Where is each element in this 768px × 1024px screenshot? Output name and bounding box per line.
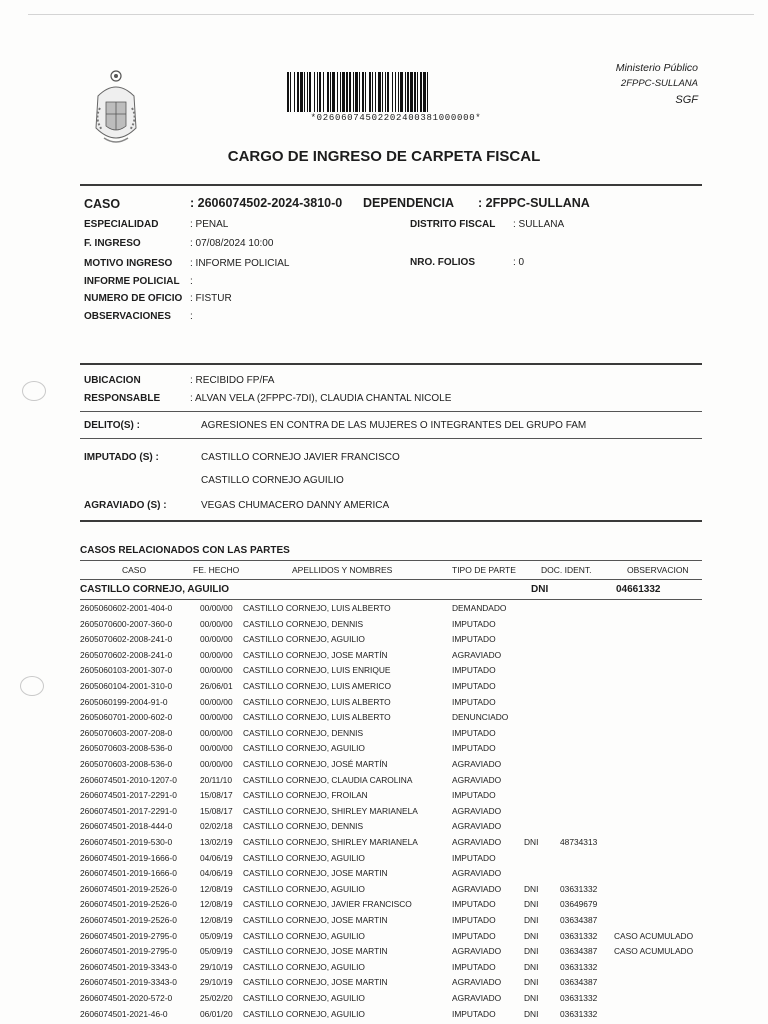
barcode-bar xyxy=(410,72,413,112)
barcode-bar xyxy=(327,72,329,112)
party-name-cell: CASTILLO CORNEJO, AGUILIO xyxy=(243,961,365,972)
punch-hole xyxy=(20,676,44,696)
barcode-bar xyxy=(414,72,416,112)
fact-date-cell: 26/06/01 xyxy=(200,681,233,691)
barcode-bar xyxy=(342,72,345,112)
case-number-cell: 2606074501-2019-2526-0 xyxy=(80,883,177,894)
barcode-bar xyxy=(330,72,331,112)
table-row xyxy=(80,619,702,635)
barcode-bar xyxy=(387,72,389,112)
case-number-cell: 2606074501-2019-1666-0 xyxy=(80,852,177,863)
party-name-cell: CASTILLO CORNEJO, AGUILIO xyxy=(243,883,365,894)
column-header-nombres: APELLIDOS Y NOMBRES xyxy=(292,565,393,575)
coat-of-arms-seal xyxy=(92,68,144,150)
imputado-label: IMPUTADO (S) : xyxy=(84,452,159,463)
ingreso-label: F. INGRESO xyxy=(84,238,141,249)
doc-type-cell: DNI xyxy=(524,961,539,972)
party-name-cell: CASTILLO CORNEJO, DENNIS xyxy=(243,821,364,832)
caso-value: : 2606074502-2024-3810-0 xyxy=(190,196,343,210)
barcode-bar xyxy=(340,72,341,112)
folios-value: : 0 xyxy=(513,257,525,268)
informe-label: INFORME POLICIAL xyxy=(84,276,180,287)
caso-label: CASO xyxy=(84,197,121,211)
barcode-bar xyxy=(346,72,348,112)
barcode-bar xyxy=(407,72,409,112)
delito-label: DELITO(S) : xyxy=(84,420,140,431)
fact-date-cell: 02/02/18 xyxy=(200,821,233,832)
party-type-cell: AGRAVIADO xyxy=(452,805,502,816)
fact-date-cell: 00/00/00 xyxy=(200,634,233,645)
dependencia-label: DEPENDENCIA xyxy=(363,196,454,210)
fact-date-cell: 00/00/00 xyxy=(200,618,233,629)
party-name-cell: CASTILLO CORNEJO, LUIS ALBERTO xyxy=(243,696,391,707)
party-name-cell: CASTILLO CORNEJO, JOSE MARTIN xyxy=(243,868,388,879)
table-row xyxy=(80,946,702,962)
case-number-cell: 2606074501-2019-2526-0 xyxy=(80,915,177,925)
fact-date-cell: 04/06/19 xyxy=(200,868,233,879)
barcode-bar xyxy=(382,72,383,112)
fact-date-cell: 13/02/19 xyxy=(200,837,233,847)
observation-cell: CASO ACUMULADO xyxy=(614,930,694,941)
doc-type-cell: DNI xyxy=(524,837,539,847)
barcode-bar xyxy=(375,72,376,112)
party-type-cell: AGRAVIADO xyxy=(452,821,502,832)
party-type-cell: AGRAVIADO xyxy=(452,774,502,785)
party-type-cell: AGRAVIADO xyxy=(452,946,502,957)
doc-type-cell: DNI xyxy=(524,899,539,910)
especialidad-value: : PENAL xyxy=(190,219,229,230)
party-type-cell: IMPUTADO xyxy=(452,681,496,691)
fact-date-cell: 15/08/17 xyxy=(200,805,233,816)
case-number-cell: 2605060701-2000-602-0 xyxy=(80,712,173,723)
barcode-bar xyxy=(323,72,324,112)
doc-number-cell: 03649679 xyxy=(560,899,598,910)
barcode-bar xyxy=(395,72,396,112)
party-type-cell: IMPUTADO xyxy=(452,930,496,941)
divider xyxy=(80,363,702,365)
case-number-cell: 2605070600-2007-360-0 xyxy=(80,618,173,629)
fact-date-cell: 25/02/20 xyxy=(200,993,233,1003)
divider xyxy=(80,184,702,186)
party-type-cell: DENUNCIADO xyxy=(452,712,509,723)
party-group-doc: DNI xyxy=(531,584,549,595)
fact-date-cell: 00/00/00 xyxy=(200,712,233,723)
party-name-cell: CASTILLO CORNEJO, DENNIS xyxy=(243,618,364,629)
party-name-cell: CASTILLO CORNEJO, CLAUDIA CAROLINA xyxy=(243,774,413,785)
divider xyxy=(80,438,702,439)
fact-date-cell: 20/11/10 xyxy=(200,774,232,785)
table-row xyxy=(80,665,702,681)
party-name-cell: CASTILLO CORNEJO, SHIRLEY MARIANELA xyxy=(243,837,418,847)
case-number-cell: 2606074501-2018-444-0 xyxy=(80,821,173,832)
party-name-cell: CASTILLO CORNEJO, AGUILIO xyxy=(243,1008,365,1019)
party-type-cell: IMPUTADO xyxy=(452,618,496,629)
table-rule xyxy=(80,599,702,600)
party-name-cell: CASTILLO CORNEJO, AGUILIO xyxy=(243,993,365,1003)
fact-date-cell: 00/00/00 xyxy=(200,727,233,738)
party-type-cell: AGRAVIADO xyxy=(452,837,502,847)
party-type-cell: AGRAVIADO xyxy=(452,759,502,769)
divider xyxy=(80,520,702,522)
fact-date-cell: 00/00/00 xyxy=(200,665,233,676)
distrito-value: : SULLANA xyxy=(513,219,565,230)
barcode-bar xyxy=(332,72,335,112)
party-group-name: CASTILLO CORNEJO, AGUILIO xyxy=(80,584,230,595)
doc-number-cell: 03631332 xyxy=(560,930,598,941)
barcode-bar xyxy=(420,72,422,112)
case-number-cell: 2605070603-2008-536-0 xyxy=(80,759,173,769)
party-type-cell: AGRAVIADO xyxy=(452,977,502,988)
table-row xyxy=(80,650,702,666)
table-row xyxy=(80,993,702,1009)
table-row xyxy=(80,806,702,822)
doc-number-cell: 03631332 xyxy=(560,993,598,1003)
fact-date-cell: 05/09/19 xyxy=(200,946,233,957)
party-type-cell: IMPUTADO xyxy=(452,1008,496,1019)
table-row xyxy=(80,915,702,931)
party-type-cell: IMPUTADO xyxy=(452,634,496,645)
scan-edge-line xyxy=(28,14,754,15)
fact-date-cell: 12/08/19 xyxy=(200,915,233,925)
table-row xyxy=(80,634,702,650)
doc-type-cell: DNI xyxy=(524,915,539,925)
party-type-cell: AGRAVIADO xyxy=(452,993,502,1003)
office-name: 2FPPC-SULLANA xyxy=(620,78,698,89)
party-name-cell: CASTILLO CORNEJO, DENNIS xyxy=(243,727,364,738)
party-name-cell: CASTILLO CORNEJO, LUIS AMERICO xyxy=(243,681,391,691)
case-number-cell: 2606074501-2021-46-0 xyxy=(80,1008,168,1019)
barcode-bar xyxy=(427,72,428,112)
barcode-bar xyxy=(398,72,399,112)
fact-date-cell: 00/00/00 xyxy=(200,603,233,613)
doc-type-cell: DNI xyxy=(524,883,539,894)
barcode-bar xyxy=(290,72,291,112)
case-number-cell: 2605070602-2008-241-0 xyxy=(80,634,173,645)
table-row xyxy=(80,868,702,884)
imputado-name: CASTILLO CORNEJO JAVIER FRANCISCO xyxy=(201,452,400,463)
doc-type-cell: DNI xyxy=(524,930,539,941)
table-row xyxy=(80,603,702,619)
fact-date-cell: 15/08/17 xyxy=(200,790,233,801)
observation-cell: CASO ACUMULADO xyxy=(614,946,694,957)
case-number-cell: 2606074501-2019-3343-0 xyxy=(80,961,177,972)
doc-type-cell: DNI xyxy=(524,1008,539,1019)
party-type-cell: IMPUTADO xyxy=(452,743,496,754)
barcode-bar xyxy=(372,72,373,112)
case-number-cell: 2605070602-2008-241-0 xyxy=(80,649,173,660)
doc-number-cell: 48734313 xyxy=(560,837,598,847)
barcode-bar xyxy=(355,72,358,112)
related-cases-title: CASOS RELACIONADOS CON LAS PARTES xyxy=(80,545,290,556)
doc-number-cell: 03634387 xyxy=(560,977,598,988)
party-type-cell: IMPUTADO xyxy=(452,961,496,972)
folios-label: NRO. FOLIOS xyxy=(410,257,475,268)
party-type-cell: AGRAVIADO xyxy=(452,649,502,660)
responsable-label: RESPONSABLE xyxy=(84,393,161,404)
doc-type-cell: DNI xyxy=(524,993,539,1003)
barcode-bar xyxy=(300,72,303,112)
barcode xyxy=(287,72,505,112)
barcode-number: *02606074502202400381000000* xyxy=(310,113,482,123)
barcode-bar xyxy=(287,72,289,112)
party-type-cell: IMPUTADO xyxy=(452,696,496,707)
barcode-bar xyxy=(297,72,299,112)
ministry-header xyxy=(616,60,698,108)
observaciones-label: OBSERVACIONES xyxy=(84,311,171,322)
party-type-cell: IMPUTADO xyxy=(452,665,496,676)
table-row xyxy=(80,712,702,728)
barcode-bar xyxy=(378,72,381,112)
barcode-bar xyxy=(317,72,318,112)
table-row xyxy=(80,728,702,744)
barcode-bar xyxy=(417,72,418,112)
table-row xyxy=(80,1009,702,1024)
barcode-bar xyxy=(359,72,360,112)
delito-value: AGRESIONES EN CONTRA DE LAS MUJERES O INTEGRANTES DEL GRUPO FAM xyxy=(201,420,587,431)
motivo-value: : INFORME POLICIAL xyxy=(190,258,290,269)
party-type-cell: IMPUTADO xyxy=(452,852,496,863)
agraviado-name: VEGAS CHUMACERO DANNY AMERICA xyxy=(201,500,390,511)
barcode-bar xyxy=(307,72,308,112)
especialidad-label: ESPECIALIDAD xyxy=(84,219,159,230)
case-number-cell: 2606074501-2019-2526-0 xyxy=(80,899,177,910)
oficio-value: : FISTUR xyxy=(190,293,232,304)
barcode-bar xyxy=(385,72,386,112)
barcode-bar xyxy=(319,72,321,112)
barcode-bar xyxy=(309,72,311,112)
doc-number-cell: 03634387 xyxy=(560,915,598,925)
doc-type-cell: DNI xyxy=(524,977,539,988)
column-header-caso: CASO xyxy=(122,565,147,575)
imputado-name: CASTILLO CORNEJO AGUILIO xyxy=(201,475,344,486)
oficio-label: NUMERO DE OFICIO xyxy=(84,293,183,304)
divider xyxy=(80,411,702,412)
doc-number-cell: 03634387 xyxy=(560,946,598,957)
fact-date-cell: 00/00/00 xyxy=(200,759,233,769)
barcode-bar xyxy=(353,72,354,112)
case-number-cell: 2605060602-2001-404-0 xyxy=(80,603,173,613)
party-name-cell: CASTILLO CORNEJO, JOSE MARTIN xyxy=(243,977,388,988)
table-row xyxy=(80,931,702,947)
barcode-bar xyxy=(349,72,351,112)
table-row xyxy=(80,775,702,791)
fact-date-cell: 06/01/20 xyxy=(200,1008,233,1019)
dependencia-value: : 2FPPC-SULLANA xyxy=(478,196,590,210)
punch-hole xyxy=(22,381,46,401)
party-type-cell: IMPUTADO xyxy=(452,727,496,738)
table-row xyxy=(80,759,702,775)
party-name-cell: CASTILLO CORNEJO, JAVIER FRANCISCO xyxy=(243,899,412,910)
party-name-cell: CASTILLO CORNEJO, JOSE MARTÍN xyxy=(243,649,388,660)
column-header-doc: DOC. IDENT. xyxy=(541,565,592,575)
party-name-cell: CASTILLO CORNEJO, JOSE MARTIN xyxy=(243,946,388,957)
case-number-cell: 2605070603-2007-208-0 xyxy=(80,727,173,738)
barcode-bar xyxy=(337,72,338,112)
barcode-bar xyxy=(405,72,406,112)
ubicacion-value: : RECIBIDO FP/FA xyxy=(190,375,275,386)
observaciones-value: : xyxy=(190,311,193,322)
fact-date-cell: 00/00/00 xyxy=(200,649,233,660)
party-type-cell: AGRAVIADO xyxy=(452,883,502,894)
party-group-doc-number: 04661332 xyxy=(616,584,661,595)
barcode-bar xyxy=(400,72,403,112)
fact-date-cell: 12/08/19 xyxy=(200,883,233,894)
table-row xyxy=(80,977,702,993)
barcode-bar xyxy=(365,72,366,112)
table-row xyxy=(80,790,702,806)
fact-date-cell: 29/10/19 xyxy=(200,977,233,988)
table-rule xyxy=(80,560,702,561)
column-header-observacion: OBSERVACION xyxy=(627,565,689,575)
party-name-cell: CASTILLO CORNEJO, AGUILIO xyxy=(243,852,365,863)
party-name-cell: CASTILLO CORNEJO, LUIS ALBERTO xyxy=(243,603,391,613)
party-type-cell: IMPUTADO xyxy=(452,899,496,910)
party-name-cell: CASTILLO CORNEJO, SHIRLEY MARIANELA xyxy=(243,805,418,816)
barcode-bar xyxy=(369,72,371,112)
case-number-cell: 2606074501-2017-2291-0 xyxy=(80,790,177,801)
barcode-bar xyxy=(304,72,305,112)
case-number-cell: 2606074501-2010-1207-0 xyxy=(80,774,177,785)
table-row xyxy=(80,884,702,900)
table-row xyxy=(80,899,702,915)
case-number-cell: 2606074501-2017-2291-0 xyxy=(80,805,177,816)
table-row xyxy=(80,962,702,978)
doc-number-cell: 03631332 xyxy=(560,883,598,894)
party-name-cell: CASTILLO CORNEJO, LUIS ALBERTO xyxy=(243,712,391,723)
case-number-cell: 2605060199-2004-91-0 xyxy=(80,696,168,707)
column-header-tipo: TIPO DE PARTE xyxy=(452,565,516,575)
doc-number-cell: 03631332 xyxy=(560,1008,598,1019)
ministry-name: Ministerio Público xyxy=(615,62,698,74)
fact-date-cell: 00/00/00 xyxy=(200,696,233,707)
party-name-cell: CASTILLO CORNEJO, AGUILIO xyxy=(243,634,365,645)
column-header-fecha: FE. HECHO xyxy=(193,565,240,575)
case-number-cell: 2606074501-2019-530-0 xyxy=(80,837,173,847)
table-row xyxy=(80,853,702,869)
case-number-cell: 2606074501-2019-2795-0 xyxy=(80,930,177,941)
party-type-cell: AGRAVIADO xyxy=(452,868,502,879)
barcode-bar xyxy=(362,72,364,112)
party-type-cell: IMPUTADO xyxy=(452,915,496,925)
system-name: SGF xyxy=(675,94,698,106)
table-row xyxy=(80,837,702,853)
case-number-cell: 2605060103-2001-307-0 xyxy=(80,665,173,676)
party-name-cell: CASTILLO CORNEJO, AGUILIO xyxy=(243,930,365,941)
fact-date-cell: 12/08/19 xyxy=(200,899,233,910)
barcode-bar xyxy=(423,72,426,112)
party-type-cell: IMPUTADO xyxy=(452,790,496,801)
case-number-cell: 2605070603-2008-536-0 xyxy=(80,743,173,754)
case-number-cell: 2606074501-2019-1666-0 xyxy=(80,868,177,879)
party-type-cell: DEMANDADO xyxy=(452,603,507,613)
fact-date-cell: 05/09/19 xyxy=(200,930,233,941)
table-row xyxy=(80,821,702,837)
party-name-cell: CASTILLO CORNEJO, AGUILIO xyxy=(243,743,365,754)
table-rule xyxy=(80,579,702,580)
distrito-label: DISTRITO FISCAL xyxy=(410,219,496,230)
ubicacion-label: UBICACION xyxy=(84,375,141,386)
table-row xyxy=(80,697,702,713)
case-number-cell: 2605060104-2001-310-0 xyxy=(80,681,173,691)
fact-date-cell: 29/10/19 xyxy=(200,961,233,972)
fact-date-cell: 00/00/00 xyxy=(200,743,233,754)
motivo-label: MOTIVO INGRESO xyxy=(84,258,173,269)
table-row xyxy=(80,743,702,759)
document-title: CARGO DE INGRESO DE CARPETA FISCAL xyxy=(227,148,541,165)
fact-date-cell: 04/06/19 xyxy=(200,852,233,863)
barcode-bar xyxy=(294,72,295,112)
party-name-cell: CASTILLO CORNEJO, LUIS ENRIQUE xyxy=(243,665,391,676)
ingreso-value: : 07/08/2024 10:00 xyxy=(190,238,274,249)
responsable-value: : ALVAN VELA (2FPPC-7DI), CLAUDIA CHANTAL NICOLE xyxy=(190,393,452,404)
party-name-cell: CASTILLO CORNEJO, JOSE MARTIN xyxy=(243,915,388,925)
barcode-bar xyxy=(314,72,315,112)
agraviado-label: AGRAVIADO (S) : xyxy=(84,500,167,511)
barcode-bar xyxy=(392,72,393,112)
case-number-cell: 2606074501-2020-572-0 xyxy=(80,993,173,1003)
informe-value: : xyxy=(190,276,193,287)
case-number-cell: 2606074501-2019-3343-0 xyxy=(80,977,177,988)
doc-number-cell: 03631332 xyxy=(560,961,598,972)
party-name-cell: CASTILLO CORNEJO, JOSÉ MARTÍN xyxy=(243,759,388,769)
table-row xyxy=(80,681,702,697)
case-number-cell: 2606074501-2019-2795-0 xyxy=(80,946,177,957)
doc-type-cell: DNI xyxy=(524,946,539,957)
party-name-cell: CASTILLO CORNEJO, FROILAN xyxy=(243,790,368,801)
